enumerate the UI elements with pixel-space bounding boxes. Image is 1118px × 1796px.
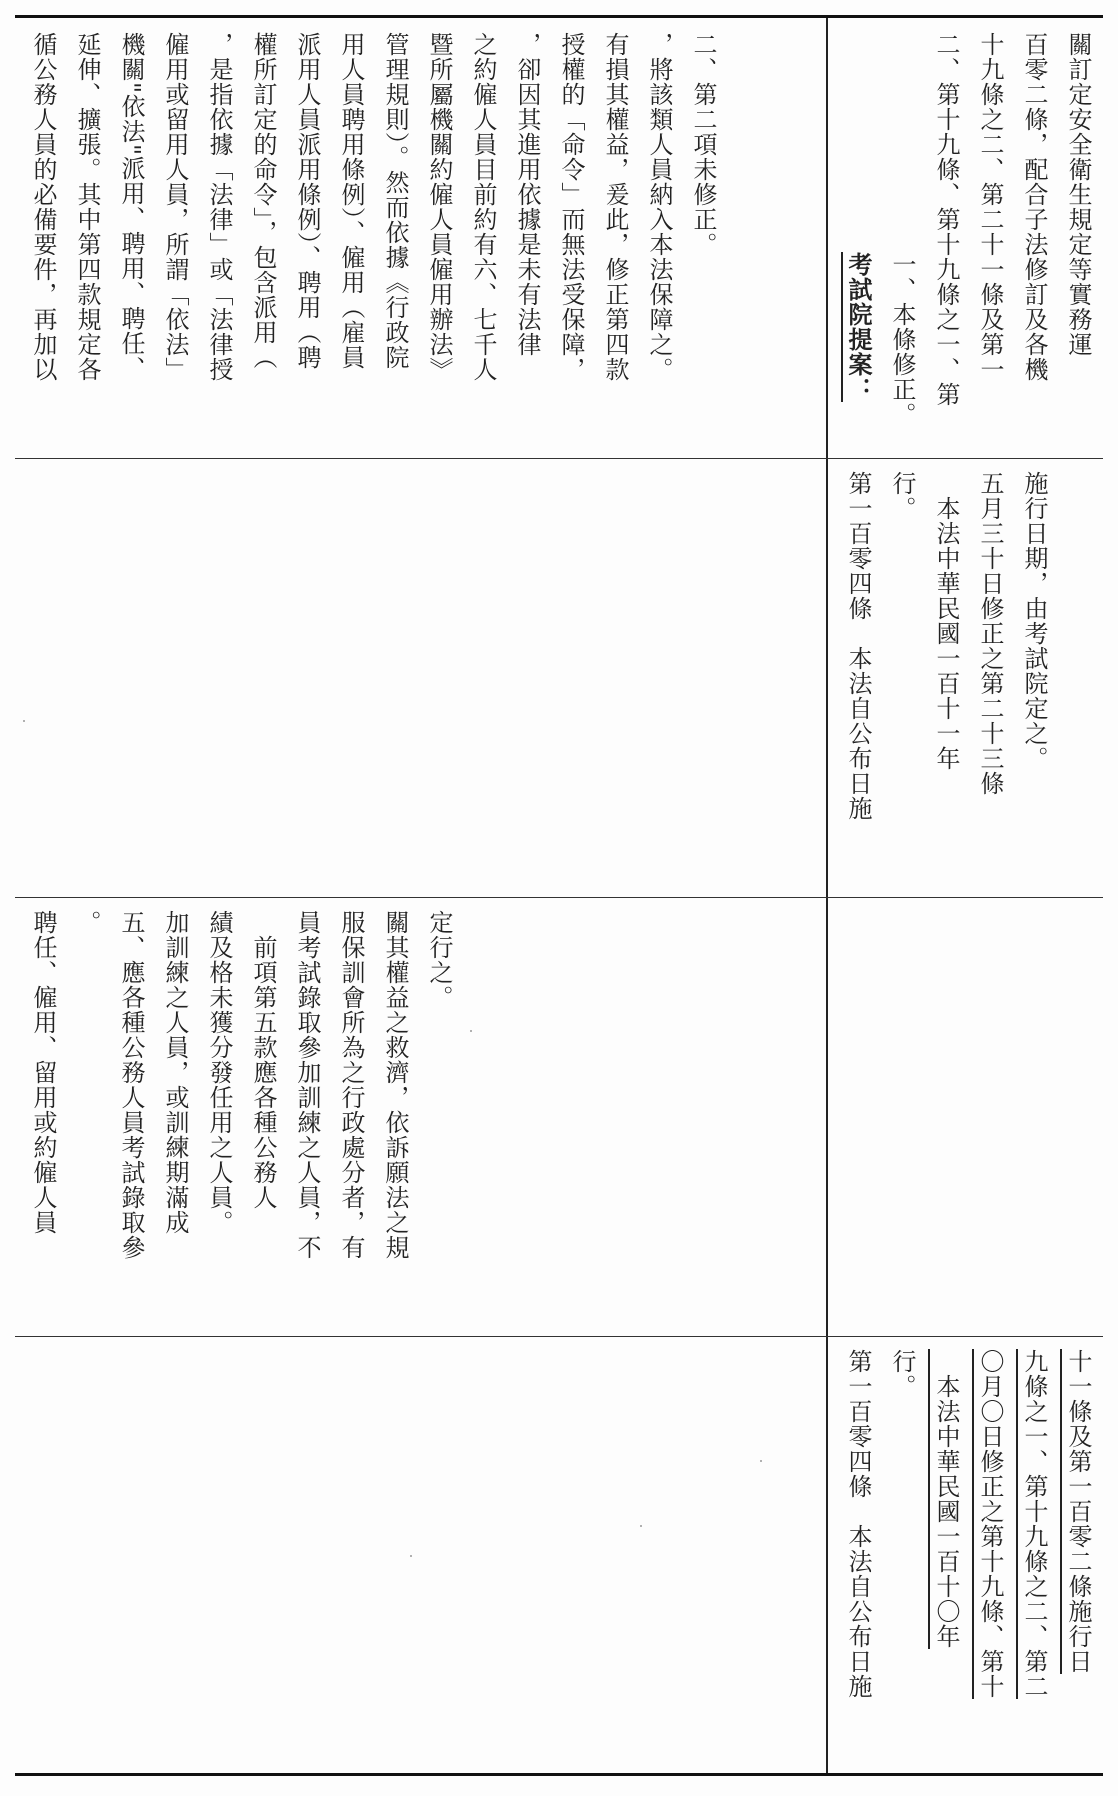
row1-proposal-line: 百零二條，配合子法修訂及各機 [1020,32,1048,382]
scan-speck [760,1460,762,1462]
row1-proposal-line: 一、本條修正。 [888,252,916,427]
row3-article-line: 前項第五款應各種公務人 [249,910,277,1210]
article-104-line: 本法中華民國一百十一年 [932,471,960,771]
article-104-line: 第一百零四條 本法自公布日施 [844,471,872,821]
row3-article-line: 定行之。 [425,910,453,1010]
row1-explanation-line: 二、第二項未修正。 [689,32,717,257]
row-divider-2 [15,897,1103,898]
row1-explanation-line: 授權的「命令」而無法受保障， [557,32,585,382]
row1-explanation-cell [15,22,823,456]
row1-explanation-line: 延伸、擴張。其中第四款規定各 [73,32,101,382]
row1-explanation-line: ，是指依據「法律」或「法律授 [205,32,233,382]
bottom-border-rule [15,1773,1103,1776]
article-104-line: 施行日期，由考試院定之。 [1020,471,1048,771]
article-104-draft-line: 本法中華民國一百十〇年 [932,1349,960,1649]
row1-explanation-line: ，將該類人員納入本法保障之。 [645,32,673,382]
proposal-heading: 考試院提案： [844,252,873,402]
row1-proposal-line: 十九條之二、第二十一條及第一 [976,32,1004,382]
article-104-draft-line: 〇月〇日修正之第十九條、第十 [976,1349,1004,1699]
row3-article-line: 員考試錄取參加訓練之人員，不 [293,910,321,1260]
article-104-draft-line: 行。 [888,1349,916,1399]
article-104-draft-line: 十一條及第一百零二條施行日 [1064,1349,1092,1674]
row-divider-1 [15,458,1103,459]
row1-explanation-line: 派用人員派用條例）、聘用（聘 [293,32,321,370]
row1-explanation-line: 之約僱人員目前約有六、七千人 [469,32,497,382]
row1-explanation-line: 機關"依法"派用、聘用、聘任、 [117,32,145,382]
article-104-line: 行。 [888,471,916,521]
row3-article-line: 績及格未獲分發任用之人員。 [205,910,233,1235]
row-divider-3 [15,1336,1103,1337]
article-104-draft-line: 九條之一、第十九條之二、第二 [1020,1349,1048,1699]
article-104-line: 五月三十日修正之第二十三條 [976,471,1004,796]
row1-proposal-cell [830,22,1105,456]
row3-article-line: 服保訓會所為之行政處分者，有 [337,910,365,1260]
row1-explanation-line: 循公務人員的必備要件，再加以 [29,32,57,382]
row1-explanation-line: 權所訂定的命令」，包含派用（ [249,32,277,370]
article-104-draft-line: 第一百零四條 本法自公布日施 [844,1349,872,1699]
row1-proposal-line: 二、第十九條、第十九條之一、第 [932,32,960,407]
row3-article-line: 加訓練之人員，或訓練期滿成 [161,910,189,1235]
top-border-rule [15,15,1103,18]
scan-speck [410,1555,412,1557]
row4-explanation-cell [15,1339,823,1771]
row1-explanation-line: 僱用或留用人員，所謂「依法」 [161,32,189,382]
scan-speck [470,1030,472,1032]
row1-explanation-line: 有損其權益，爰此，修正第四款 [601,32,629,382]
scan-speck [23,720,25,722]
row3-article-line: 。 [73,910,101,935]
row2-explanation-cell [15,461,823,895]
row2-article-cell [830,461,1105,895]
scan-speck [640,1525,642,1527]
row1-explanation-line: 暨所屬機關約僱人員僱用辦法》 [425,32,453,382]
row3-right-cell [830,900,1105,1334]
row3-article-line: 聘任、僱用、留用或約僱人員 [29,910,57,1235]
row3-article-line: 五、應各種公務人員考試錄取參 [117,910,145,1260]
row4-article-cell [830,1339,1105,1771]
row1-proposal-line: 關訂定安全衛生規定等實務運 [1064,32,1092,357]
row1-explanation-line: 用人員聘用條例）、僱用（雇員 [337,32,365,370]
row1-explanation-line: 管理規則）。然而依據《行政院 [381,32,409,370]
column-divider-rule [826,18,828,1773]
row3-article-line: 關其權益之救濟，依訴願法之規 [381,910,409,1260]
row3-article-cell [15,900,823,1334]
row1-explanation-line: ，卻因其進用依據是未有法律 [513,32,541,357]
